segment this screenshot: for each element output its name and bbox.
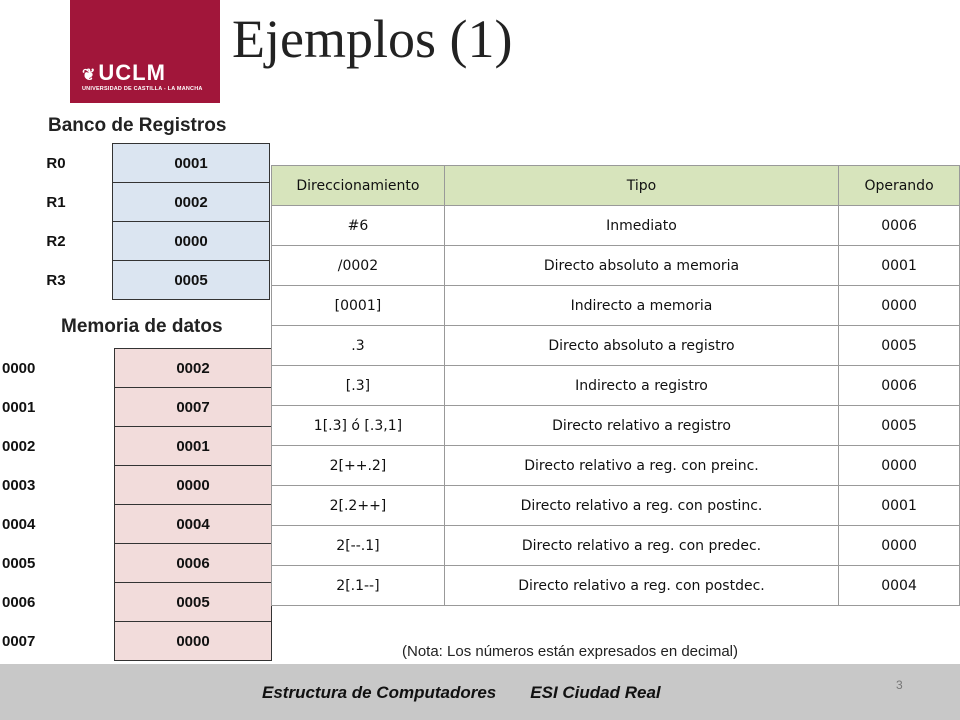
addressing-mode-cell: /0002	[272, 246, 445, 286]
memory-value: 0000	[115, 466, 272, 505]
logo-text: UCLM	[98, 60, 166, 85]
addressing-mode-cell: .3	[272, 326, 445, 366]
header-addressing: Direccionamiento	[272, 166, 445, 206]
memory-address: 0007	[2, 632, 36, 650]
register-row	[0, 261, 270, 300]
type-cell: Indirecto a registro	[444, 366, 838, 406]
table-row	[272, 406, 960, 446]
register-value: 0000	[113, 222, 270, 261]
operand-cell: 0005	[839, 406, 960, 446]
register-row	[0, 183, 270, 222]
operand-cell: 0005	[839, 326, 960, 366]
register-value: 0001	[113, 144, 270, 183]
register-bank-table	[0, 143, 270, 300]
table-row	[272, 486, 960, 526]
memory-value: 0001	[115, 427, 272, 466]
operand-cell: 0000	[839, 286, 960, 326]
footer-school: ESI Ciudad Real	[530, 683, 661, 702]
type-cell: Directo absoluto a memoria	[444, 246, 838, 286]
register-row	[0, 222, 270, 261]
operand-cell: 0000	[839, 446, 960, 486]
addressing-mode-cell: 1[.3] ó [.3,1]	[272, 406, 445, 446]
memory-row	[0, 583, 272, 622]
page-title: Ejemplos (1)	[232, 9, 513, 69]
addressing-mode-cell: #6	[272, 206, 445, 246]
addressing-mode-cell: 2[++.2]	[272, 446, 445, 486]
memory-row	[0, 388, 272, 427]
memory-address: 0006	[2, 593, 36, 611]
memory-address: 0000	[2, 359, 36, 377]
addressing-mode-cell: 2[.1--]	[272, 566, 445, 606]
register-bank-title: Banco de Registros	[48, 115, 227, 136]
operand-cell: 0000	[839, 526, 960, 566]
uclm-logo	[70, 0, 220, 103]
table-row	[272, 366, 960, 406]
memory-value: 0000	[115, 622, 272, 661]
table-header-row	[272, 166, 960, 206]
header-operand: Operando	[839, 166, 960, 206]
memory-address: 0002	[2, 437, 36, 455]
addressing-mode-cell: 2[--.1]	[272, 526, 445, 566]
memory-row	[0, 505, 272, 544]
decimal-note: (Nota: Los números están expresados en decimal)	[402, 643, 739, 660]
operand-cell: 0006	[839, 366, 960, 406]
memory-value: 0007	[115, 388, 272, 427]
table-row	[272, 286, 960, 326]
table-row	[272, 446, 960, 486]
memory-address: 0005	[2, 554, 36, 572]
type-cell: Indirecto a memoria	[444, 286, 838, 326]
register-value: 0005	[113, 261, 270, 300]
footer-course: Estructura de Computadores	[262, 683, 497, 702]
operand-cell: 0006	[839, 206, 960, 246]
operand-cell: 0001	[839, 246, 960, 286]
table-row	[272, 566, 960, 606]
university-emblem-icon: ❦	[82, 67, 97, 84]
type-cell: Directo relativo a reg. con postdec.	[444, 566, 838, 606]
memory-value: 0002	[115, 349, 272, 388]
page-number: 3	[896, 678, 903, 692]
memory-row	[0, 466, 272, 505]
operand-cell: 0001	[839, 486, 960, 526]
register-name: R0	[46, 154, 66, 172]
data-memory-table	[0, 348, 272, 661]
footer	[0, 664, 960, 720]
table-row	[272, 526, 960, 566]
memory-address: 0003	[2, 476, 36, 494]
data-memory-title: Memoria de datos	[61, 316, 223, 337]
memory-value: 0006	[115, 544, 272, 583]
type-cell: Directo relativo a registro	[444, 406, 838, 446]
memory-value: 0005	[115, 583, 272, 622]
register-name: R2	[46, 232, 66, 250]
addressing-mode-cell: [.3]	[272, 366, 445, 406]
type-cell: Directo relativo a reg. con preinc.	[444, 446, 838, 486]
register-value: 0002	[113, 183, 270, 222]
memory-row	[0, 622, 272, 661]
table-row	[272, 206, 960, 246]
memory-row	[0, 427, 272, 466]
memory-address: 0001	[2, 398, 36, 416]
header-type: Tipo	[444, 166, 838, 206]
addressing-mode-cell: [0001]	[272, 286, 445, 326]
operand-cell: 0004	[839, 566, 960, 606]
memory-row	[0, 544, 272, 583]
table-row	[272, 246, 960, 286]
memory-address: 0004	[2, 515, 36, 533]
table-row	[272, 326, 960, 366]
memory-value: 0004	[115, 505, 272, 544]
logo-subtitle: UNIVERSIDAD DE CASTILLA - LA MANCHA	[82, 86, 203, 92]
addressing-mode-cell: 2[.2++]	[272, 486, 445, 526]
type-cell: Directo relativo a reg. con predec.	[444, 526, 838, 566]
register-name: R3	[46, 271, 66, 289]
type-cell: Inmediato	[444, 206, 838, 246]
addressing-table	[271, 165, 960, 606]
type-cell: Directo absoluto a registro	[444, 326, 838, 366]
memory-row	[0, 349, 272, 388]
register-name: R1	[46, 193, 66, 211]
type-cell: Directo relativo a reg. con postinc.	[444, 486, 838, 526]
register-row	[0, 144, 270, 183]
